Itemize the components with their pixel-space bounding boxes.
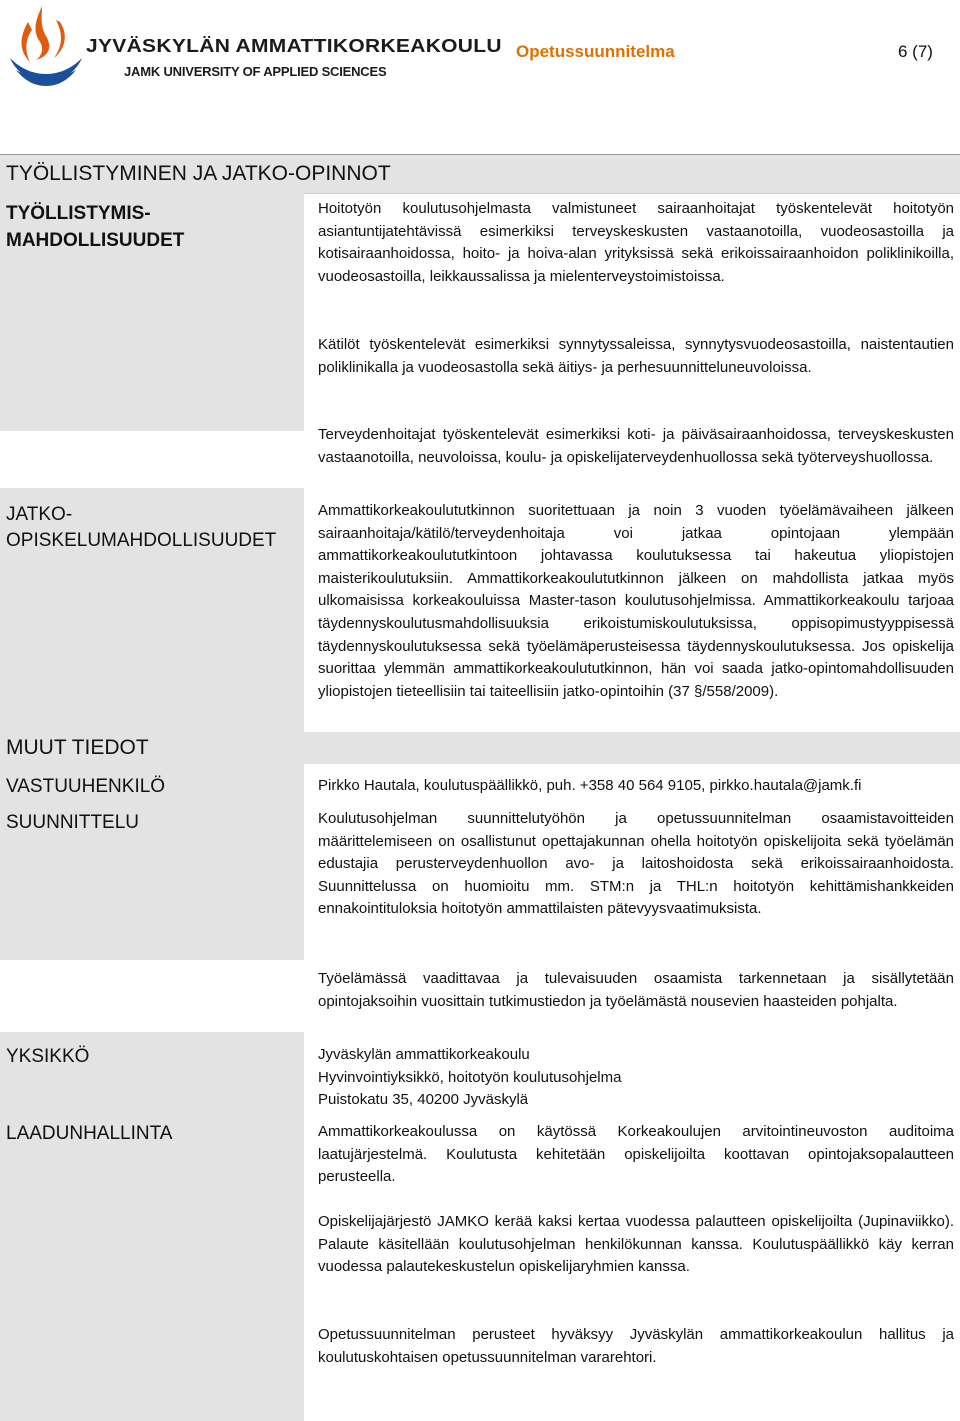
jamk-logo [6,2,502,90]
planning-paragraph-2: Työelämässä vaadittavaa ja tulevaisuuden osaamista tarkennetaan ja sisällytetään opintojaksoihin vuosittain tutkimustiedon ja työelämästä nousevien haasteiden pohjalta. [318,970,954,1010]
quality-paragraph-3: Opetussuunnitelman perusteet hyväksyy Jyväskylän ammattikorkeakoulun hallitus ja koulutuskohtaisen opetussuunnitelman vararehtori. [318,1326,954,1366]
unit-line-address: Puistokatu 35, 40200 Jyväskylä [318,1091,529,1109]
section-header-other [0,732,960,764]
section-header-employment [0,154,960,194]
quality-paragraph-1: Ammattikorkeakoulussa on käytössä Korkeakoulujen arvitointineuvoston auditoima laatujärjestelmä. Koulutusta kehitetään opiskelijoilta koottavan opintojaksopalautteen perusteella. [318,1123,954,1186]
section-title: TYÖLLISTYMINEN JA JATKO-OPINNOT [6,162,391,185]
planning-paragraph-1: Koulutusohjelman suunnittelutyöhön ja opetussuunnitelman osaamistavoitteiden määrittelemiseen on osallistunut opettajakunnan ohella hoitotyön opiskelijoita sekä työelämän edustajia perusterveydenhuollon avo- ja laitoshoidosta sekä erikoissairaanhoidosta. Suunnittelussa on huomioitu mm. STM:n ja THL:n hoitotyön kehittämishankkeiden ennakointituloksia hoitotyön ammattilaisten pätevyysvaatimuksista. [318,810,954,918]
label-cell-further-studies [0,488,304,732]
employment-paragraph-health-nurses: Terveydenhoitajat työskentelevät esimerkiksi koti- ja päiväsairaanhoidossa, terveyskeskusten vastaanotoilla, neuvoloissa, koulu- ja opiskelijaterveydenhuollossa sekä työterveyshuollossa. [318,426,954,466]
responsible-person: Pirkko Hautala, koulutuspäällikkö, puh. +358 40 564 9105, pirkko.hautala@jamk.fi [318,777,862,794]
label-cell-unit-quality [0,1032,304,1421]
unit-info [318,1044,954,1112]
document-title: Opetussuunnitelma [516,42,675,61]
label-further-line1: JATKO- [6,504,73,525]
page-number: 6 (7) [898,42,933,61]
section-title: MUUT TIEDOT [6,736,149,759]
further-studies-paragraph: Ammattikorkeakoulututkinnon suoritettuaan ja noin 3 vuoden työelämävaiheen jälkeen sairaanhoitaja/kätilö/terveydenhoitaja voi jatkaa opintojaan ylempään ammattikorkeakoulututkintoon johtavassa koulutuksessa tai hakeutua yliopistojen maisterikoulutuksiin. Ammattikorkeakoulututkinnon jälkeen on mahdollista jatkaa myös ulkomaisissa korkeakouluissa Master-tason koulutusohjelmissa. Ammattikorkeakoulu tarjoaa täydennyskoulutusmahdollisuuksia erikoistumiskoulutuksissa, oppisopimustyyppisessä täydennyskoulutuksessa sekä työelämäperusteisessa täydennyskoulutuksessa. Jos opiskelija suorittaa ylemmän ammattikorkeakoulututkinnon, hän voi saada jatko-opintomahdollisuuden yliopistojen tieteellisiin tai taiteellisiin jatko-opintoihin (37 §/558/2009). [318,502,954,700]
label-quality: LAADUNHALLINTA [6,1123,173,1144]
label-further-line2: OPISKELUMAHDOLLISUUDET [6,530,277,551]
quality-paragraph-2: Opiskelijajärjestö JAMKO kerää kaksi kertaa vuodessa palautteen opiskelijoilta (Jupinaviikko). Palaute käsitellään koulutusohjelman henkilökunnan kanssa. Koulutuspäällikkö käy kerran vuodessa palautekeskustelun opiskelijaryhmien kanssa. [318,1213,954,1276]
unit-line-department: Hyvinvointiyksikkö, hoitotyön koulutusohjelma [318,1068,622,1086]
label-responsible: VASTUUHENKILÖ [6,776,166,797]
employment-paragraph-nurses: Hoitotyön koulutusohjelmasta valmistuneet sairaanhoitajat työskentelevät hoitotyön asiantuntijatehtävissä esimerkiksi terveyskeskusten vastaanotoilla, vuodeosastoilla ja kotisairaanhoidossa, hoito- ja hoiva-alan yrityksissä sekä erikoissairaanhoidon poliklinikoilla, vuodeosastoilla, leikkaussalissa ja mielenterveystoimistoissa. [318,200,954,285]
flame-icon [6,2,84,90]
employment-paragraph-midwives: Kätilöt työskentelevät esimerkiksi synnytyssaleissa, synnytysvuodeosastoilla, naistentautien poliklinikalla ja vuodeosastolla sekä äitiys- ja perhesuunnitteluneuvoloissa. [318,336,954,376]
label-cell-employment [0,193,304,431]
unit-line-name: Jyväskylän ammattikorkeakoulu [318,1046,530,1063]
logo-text-finnish: JYVÄSKYLÄN AMMATTIKORKEAKOULU [86,36,502,57]
label-employment-line2: MAHDOLLISUUDET [6,230,185,251]
label-unit: YKSIKKÖ [6,1046,90,1067]
label-planning: SUUNNITTELU [6,812,140,833]
logo-text-english: JAMK UNIVERSITY OF APPLIED SCIENCES [124,64,387,79]
label-employment-line1: TYÖLLISTYMIS- [6,203,151,224]
label-cell-responsible-planning [0,764,304,960]
page-header [0,0,960,100]
